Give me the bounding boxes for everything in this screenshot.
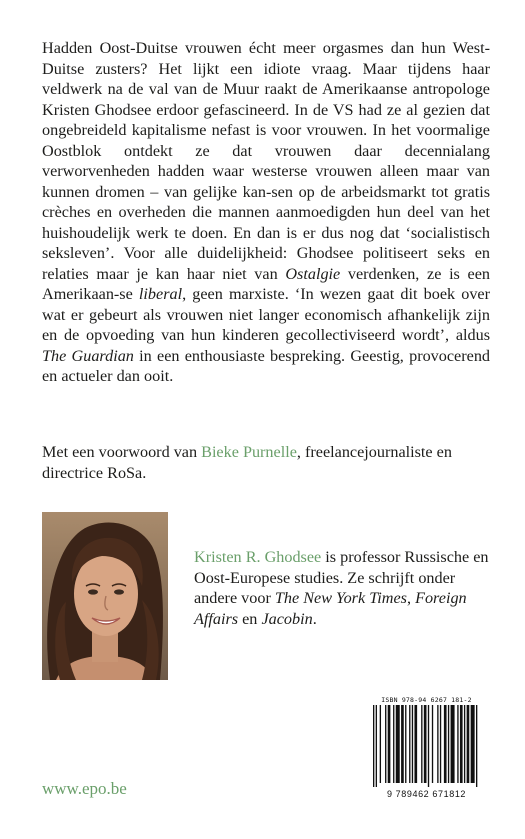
barcode-bar: [424, 705, 427, 783]
blurb-part-4: in een enthousiaste bespreking. Geestig, provocerend en actueler dan ooit.: [42, 346, 491, 385]
bio-jacobin: Jacobin: [261, 609, 313, 628]
barcode-bar: [451, 705, 455, 783]
blurb-guardian: The Guardian: [42, 346, 134, 365]
barcode-icon: [373, 705, 480, 787]
foreword-author-name: Bieke Purnelle: [201, 443, 297, 461]
barcode-bar: [380, 705, 381, 783]
barcode-bar: [401, 705, 404, 783]
barcode-bar: [396, 705, 400, 783]
bio-and: en: [238, 609, 262, 628]
barcode-bar: [405, 705, 406, 783]
barcode-bar: [373, 705, 374, 787]
barcode-bar: [432, 705, 433, 783]
foreword-suffix: , freelancejournaliste en directrice RoSa.: [42, 443, 452, 482]
isbn-barcode: [365, 696, 488, 802]
foreword-note: [42, 442, 490, 483]
barcode-bar: [440, 705, 441, 783]
barcode-bar: [428, 705, 429, 787]
barcode-bar: [412, 705, 413, 783]
barcode-bar: [467, 705, 470, 783]
blurb-part-2: verdenken, ze is een Amerikaan-se: [42, 264, 490, 303]
bio-sep: ,: [406, 589, 416, 607]
barcode-bar: [471, 705, 475, 783]
barcode-bar: [464, 705, 465, 783]
barcode-bar: [448, 705, 449, 783]
bio-nyt: The New York Times: [274, 589, 407, 607]
barcode-bar: [421, 705, 422, 783]
barcode-bar: [388, 705, 391, 783]
barcode-bar: [444, 705, 447, 783]
author-portrait-image: [42, 512, 168, 680]
barcode-bar: [409, 705, 410, 783]
barcode-bar: [457, 705, 458, 783]
bio-foreign-affairs: Foreign Affairs: [194, 589, 467, 628]
blurb-part-3: , geen marxiste. ‘In wezen gaat dit boek over wat er gebeurt als vrouwen niet langer economisch afhankelijk zijn en de opvoeding van hun kinderen gecollectiviseerd wordt’, aldus: [42, 285, 490, 344]
author-photo: [42, 512, 168, 680]
barcode-bar: [393, 705, 394, 783]
blurb-text: [42, 38, 490, 387]
blurb-liberal: liberal: [138, 285, 183, 303]
barcode-bar: [476, 705, 477, 787]
barcode-bar: [437, 705, 438, 783]
author-bio: [194, 547, 494, 629]
publisher-website[interactable]: www.epo.be: [42, 779, 127, 798]
isbn-digits: 9 789462 671812: [386, 789, 467, 799]
blurb-part-1: Hadden Oost-Duitse vrouwen écht meer orgasmes dan hun West-Duitse zusters? Het lijkt een idiote vraag. Maar tijdens haar veldwerk na de val van de Muur raakt de Amerikaanse antropologe Kristen Ghodsee erdoor gefascineerd. In de VS had ze al gezien dat ongebreideld kapitalisme nefast is voor vrouwen. In het voormalige Oostblok ontdekt ze dat vrouwen daar decennialang verworvenheden hadden waar westerse vrouwen alleen maar van kunnen dromen – van gelijke kan-sen op de arbeidsmarkt tot gratis crèches en overheden die mannen aanmoedigden hun deel van het huishoudelijk werk te doen. En dan is er dus nog dat ‘socialistisch seksleven’. Voor alle duidelijkheid: Ghodsee politiseert seks en relaties maar je kan haar niet van: [42, 39, 490, 283]
barcode-bar: [376, 705, 377, 787]
isbn-label: ISBN 978-94 6267 181-2: [381, 696, 472, 704]
bio-text-1: is professor Russische en Oost-Europese studies. Ze schrijft onder andere voor: [194, 548, 489, 607]
barcode-bar: [460, 705, 463, 783]
barcode-bar: [385, 705, 386, 783]
foreword-prefix: Met een voorwoord van: [42, 443, 202, 461]
bio-author-name: Kristen R. Ghodsee: [194, 548, 322, 566]
barcode-bar: [414, 705, 417, 783]
blurb-ostalgie: Ostalgie: [285, 264, 341, 283]
bio-end: .: [312, 609, 317, 628]
